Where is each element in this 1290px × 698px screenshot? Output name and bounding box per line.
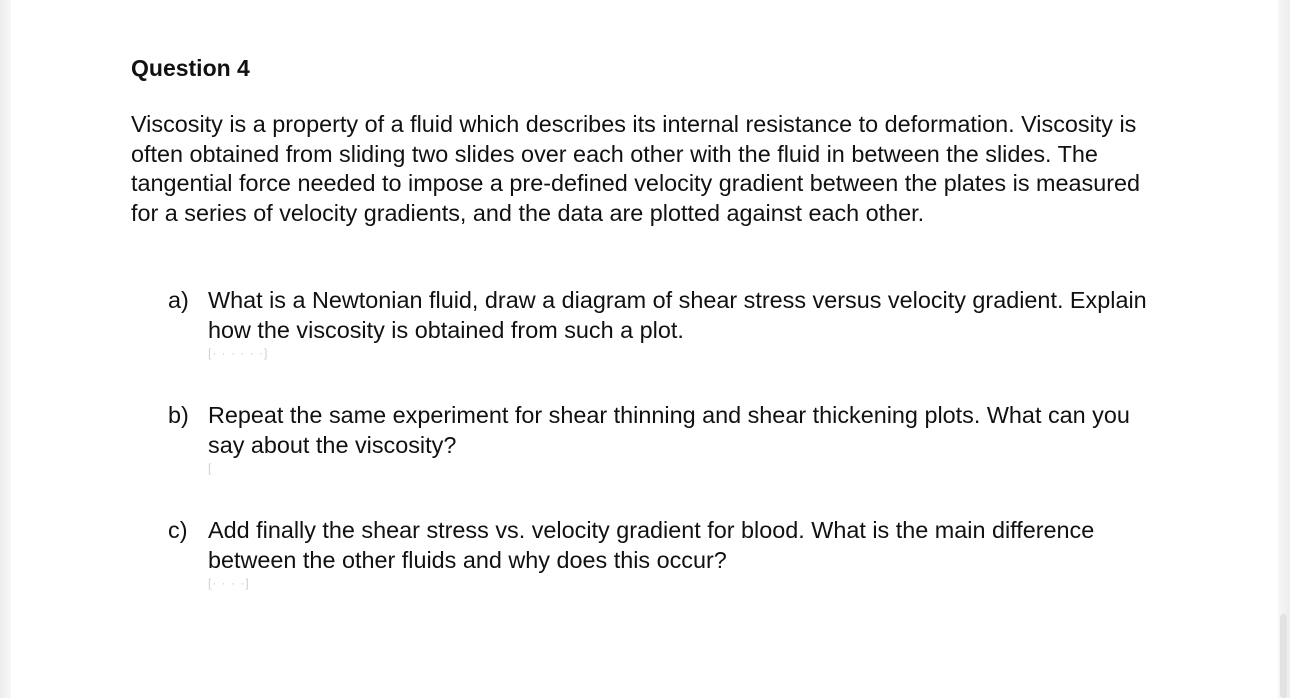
question-content [131, 52, 1171, 603]
page-edge-left [0, 0, 11, 698]
question-part-a [131, 286, 1171, 373]
part-label: b) [168, 402, 189, 428]
part-text: Add finally the shear stress vs. velocity gradient for blood. What is the main difference between the other fluids and why does this occur? [208, 517, 1095, 573]
marks-placeholder: [· · · ·] [208, 576, 250, 590]
scrollbar-thumb[interactable] [1280, 614, 1287, 698]
part-text: What is a Newtonian fluid, draw a diagram of shear stress versus velocity gradient. Explain how the viscosity is obtained from such a plot. [208, 287, 1147, 343]
question-part-c [131, 516, 1171, 603]
marks-placeholder: [· · · · · ·] [208, 346, 269, 360]
question-parts [131, 286, 1171, 603]
page-edge-right [1278, 0, 1290, 698]
part-text: Repeat the same experiment for shear thinning and shear thickening plots. What can you say about the viscosity? [208, 402, 1130, 458]
question-intro: Viscosity is a property of a fluid which describes its internal resistance to deformation. Viscosity is often obtained from sliding two slides over each other with the fluid in between the slides. The tangential force needed to impose a pre-defined velocity gradient between the plates is measured for a series of velocity gradients, and the data are plotted against each other. [131, 111, 1141, 226]
marks-placeholder: [ [208, 461, 213, 475]
part-label: c) [168, 517, 188, 543]
question-title: Question 4 [131, 55, 250, 81]
part-label: a) [168, 287, 189, 313]
question-part-b [131, 401, 1171, 488]
